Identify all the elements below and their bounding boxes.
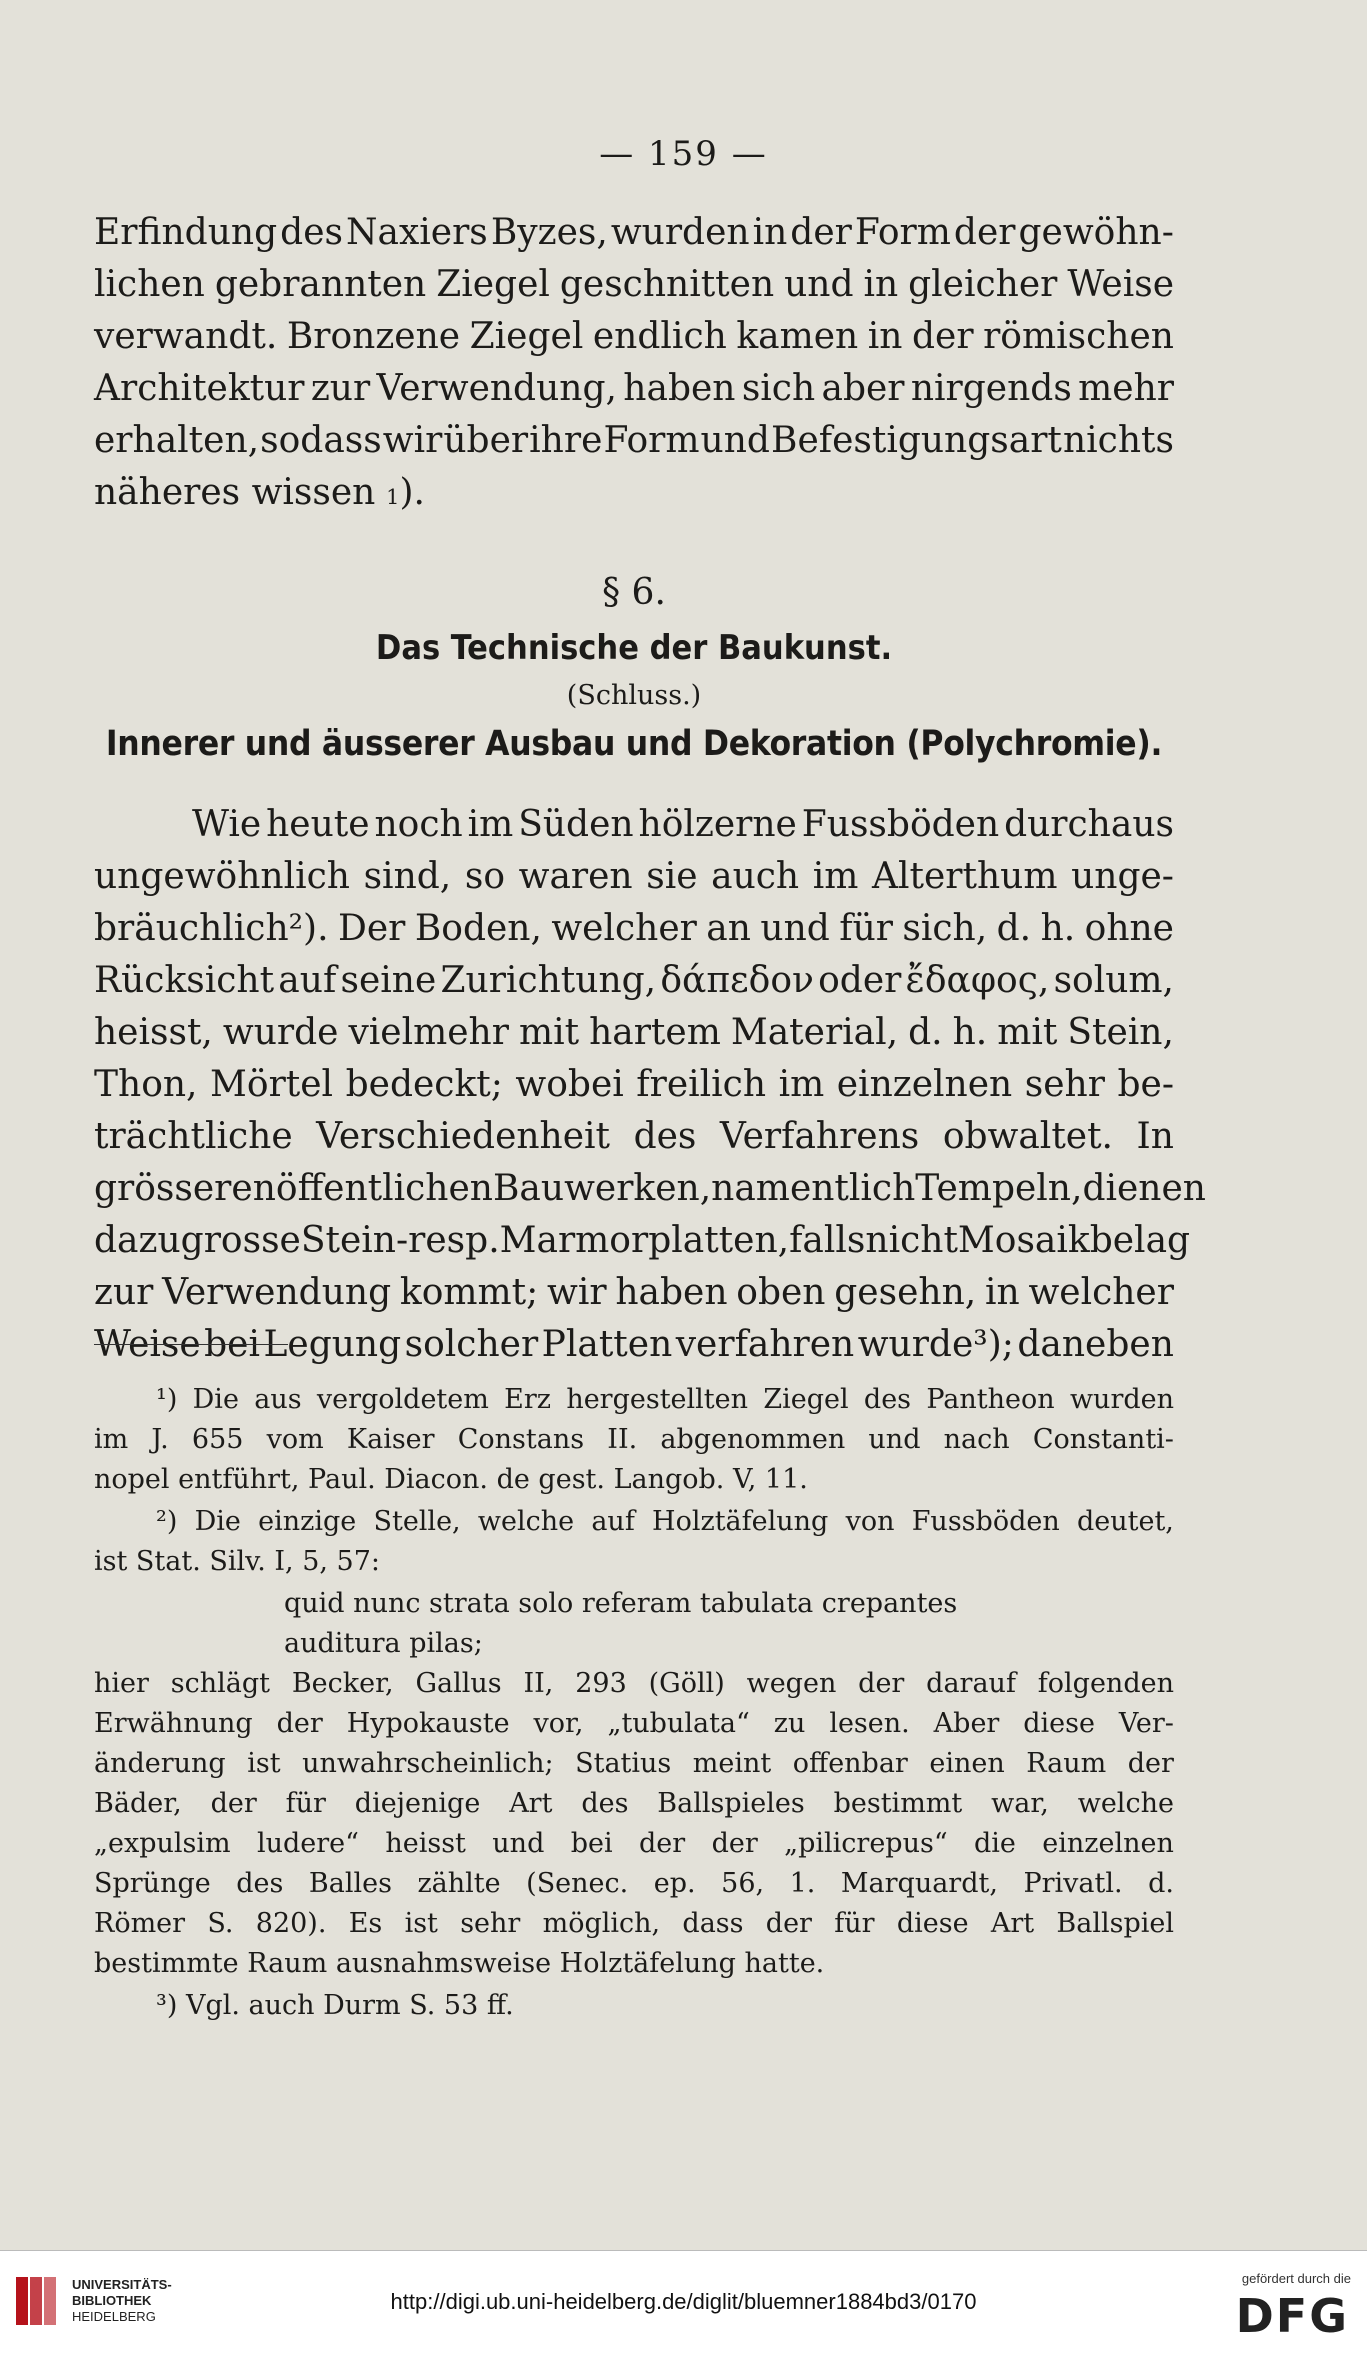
permalink-url[interactable]: http://digi.ub.uni-heidelberg.de/diglit/bluemner1884bd3/0170	[390, 2289, 977, 2314]
funded-by-label: gefördert durch die	[1241, 2271, 1351, 2286]
intro-last-text: näheres wissen	[94, 472, 376, 513]
library-name-line: UNIVERSITÄTS-	[72, 2277, 172, 2292]
footnote-line: Sprünge des Balles zählte (Senec. ep. 56, 1. Marquardt, Privatl. d.	[94, 1868, 1174, 1899]
footnote-line: hier schlägt Becker, Gallus II, 293 (Göll) wegen der darauf folgenden	[94, 1668, 1174, 1699]
footnote-separator	[94, 1344, 288, 1345]
section-sign: § 6.	[602, 572, 666, 613]
section-title: Das Technische der Baukunst.	[375, 628, 893, 668]
intro-line: erhalten, sodass wir über ihre Form und Befestigungsart nichts	[94, 420, 1174, 461]
footnote-line: ²) Die einzige Stelle, welche auf Holztäfelung von Fussböden deutet,	[156, 1506, 1174, 1537]
intro-line: Architektur zur Verwendung, haben sich aber nirgends mehr	[94, 368, 1174, 409]
footnote-line: im J. 655 vom Kaiser Constans II. abgenommen und nach Constanti-	[94, 1424, 1174, 1455]
body-line: grösseren öffentlichen Bauwerken, namentlich Tempeln, dienen	[94, 1168, 1206, 1209]
footnote-line: nopel entführt, Paul. Diacon. de gest. Langob. V, 11.	[94, 1464, 808, 1495]
footnote-line: ist Stat. Silv. I, 5, 57:	[94, 1546, 380, 1577]
intro-last-after: ).	[399, 472, 425, 513]
section-heading: Innerer und äusserer Ausbau und Dekoration (Polychromie).	[105, 724, 1163, 764]
footnote-quote-line: auditura pilas;	[284, 1628, 483, 1659]
footnote-quote-line: quid nunc strata solo referam tabulata crepantes	[284, 1588, 958, 1619]
footnote-line: änderung ist unwahrscheinlich; Statius meint offenbar einen Raum der	[94, 1748, 1174, 1779]
footnote-line: Bäder, der für diejenige Art des Ballspieles bestimmt war, welche	[94, 1788, 1174, 1819]
footnote-line: ¹) Die aus vergoldetem Erz hergestellten Ziegel des Pantheon wurden	[156, 1384, 1174, 1415]
footnote-line: ³) Vgl. auch Durm S. 53 ff.	[156, 1990, 514, 2021]
intro-line: verwandt. Bronzene Ziegel endlich kamen in der römischen	[94, 316, 1174, 357]
footnote-line: Erwähnung der Hypokauste vor, „tubulata“ zu lesen. Aber diese Ver-	[94, 1708, 1174, 1739]
body-line: heisst, wurde vielmehr mit hartem Material, d. h. mit Stein,	[94, 1012, 1174, 1053]
section-subtitle: (Schluss.)	[566, 680, 702, 711]
body-line: dazu grosse Stein- resp. Marmorplatten, falls nicht Mosaikbelag	[94, 1220, 1191, 1261]
footnote-line: bestimmte Raum ausnahmsweise Holztäfelung hatte.	[94, 1948, 825, 1979]
body-line: ungewöhnlich sind, so waren sie auch im Alterthum unge-	[94, 856, 1174, 897]
page-number: — 159 —	[599, 134, 768, 174]
body-line: Weise bei Legung solcher Platten verfahren wurde³); daneben	[94, 1324, 1174, 1365]
body-line: trächtliche Verschiedenheit des Verfahrens obwaltet. In	[94, 1116, 1174, 1157]
body-line: Wie heute noch im Süden hölzerne Fussböden durchaus	[192, 804, 1174, 845]
intro-line-last: näheres wissen 1 ).	[94, 472, 425, 513]
body-line: zur Verwendung kommt; wir haben oben gesehn, in welcher	[94, 1272, 1174, 1313]
footnote-line: „expulsim ludere“ heisst und bei der der „pilicrepus“ die einzelnen	[94, 1828, 1174, 1859]
viewer-footer	[0, 2250, 1367, 2353]
footnote-line: Römer S. 820). Es ist sehr möglich, dass der für diese Art Ballspiel	[94, 1908, 1174, 1939]
library-name-line: HEIDELBERG	[72, 2309, 156, 2324]
intro-line: lichen gebrannten Ziegel geschnitten und in gleicher Weise	[94, 264, 1174, 305]
body-line: bräuchlich²). Der Boden, welcher an und für sich, d. h. ohne	[94, 908, 1174, 949]
library-name-line: BIBLIOTHEK	[72, 2293, 152, 2308]
dfg-logo: DFG	[1235, 2289, 1349, 2343]
body-line: Rücksicht auf seine Zurichtung, δάπεδον oder ἔδαφος, solum,	[94, 960, 1174, 1001]
body-line: Thon, Mörtel bedeckt; wobei freilich im einzelnen sehr be-	[94, 1064, 1174, 1105]
intro-line: Erfindung des Naxiers Byzes, wurden in der Form der gewöhn-	[94, 212, 1174, 253]
